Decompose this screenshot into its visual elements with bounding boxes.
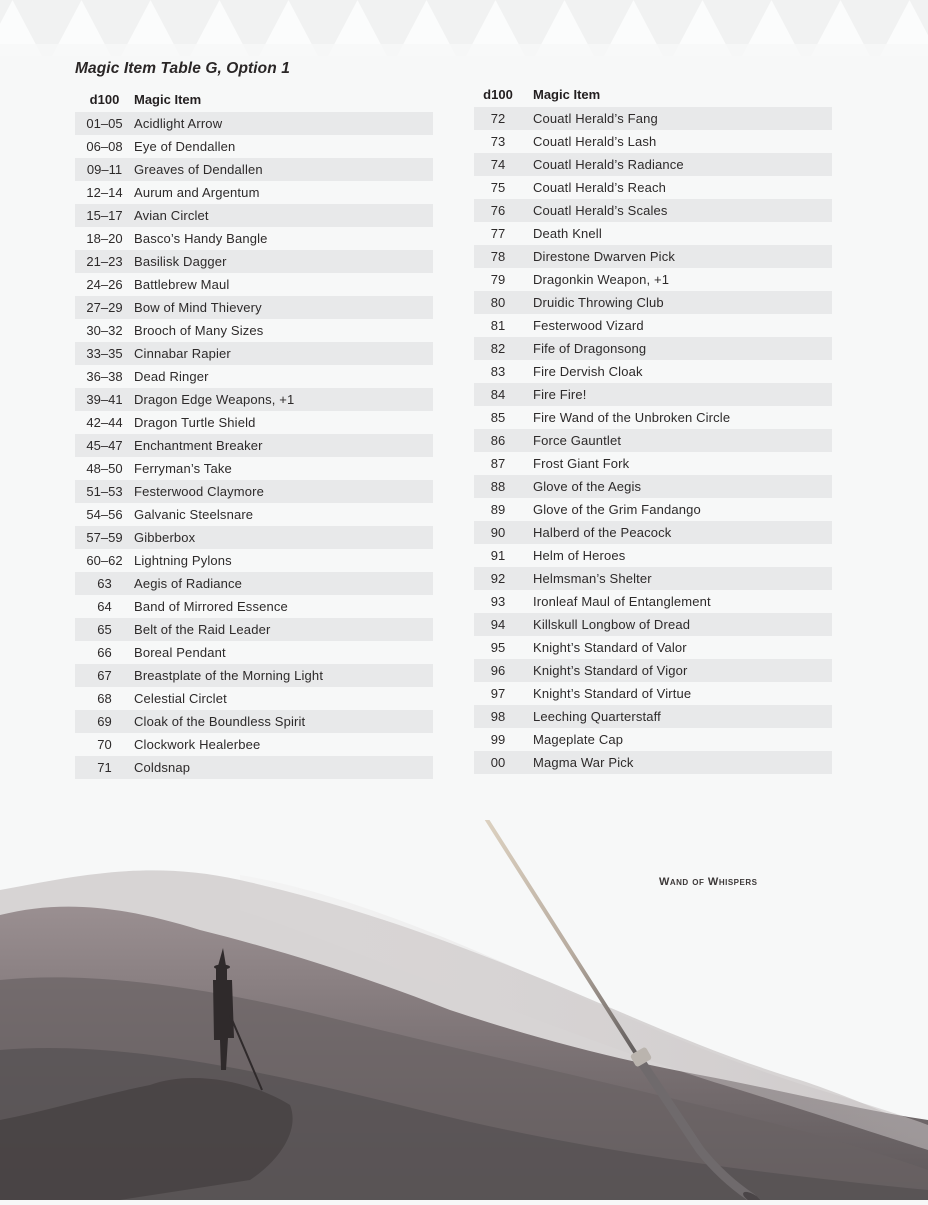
table-row (75, 204, 433, 227)
magic-item-name: Aurum and Argentum (134, 185, 260, 200)
table-row (75, 434, 433, 457)
d100-roll: 78 (490, 249, 506, 264)
magic-item-name: Helmsman’s Shelter (533, 571, 652, 586)
d100-roll: 76 (490, 203, 506, 218)
d100-roll: 87 (490, 456, 506, 471)
table-row (75, 135, 433, 158)
magic-item-name: Druidic Throwing Club (533, 295, 664, 310)
magic-item-name: Basco’s Handy Bangle (134, 231, 268, 246)
table-row (75, 595, 433, 618)
table-row (75, 342, 433, 365)
d100-roll: 91 (490, 548, 506, 563)
table-row (474, 268, 832, 291)
d100-roll: 75 (490, 180, 506, 195)
d100-roll: 27–29 (86, 300, 123, 315)
table-row (75, 480, 433, 503)
table-row (75, 296, 433, 319)
d100-roll: 92 (490, 571, 506, 586)
table-row (75, 365, 433, 388)
table-row (75, 687, 433, 710)
table-row (474, 360, 832, 383)
magic-item-name: Eye of Dendallen (134, 139, 236, 154)
magic-item-name: Dragon Edge Weapons, +1 (134, 392, 295, 407)
magic-item-name: Breastplate of the Morning Light (134, 668, 324, 683)
magic-item-name: Aegis of Radiance (134, 576, 243, 591)
d100-roll: 95 (490, 640, 506, 655)
table-row (75, 733, 433, 756)
illustration-caption: Wand of Whispers (659, 876, 758, 888)
magic-item-name: Dragonkin Weapon, +1 (533, 272, 670, 287)
table-row (474, 728, 832, 751)
table-row (75, 181, 433, 204)
table-row (75, 158, 433, 181)
d100-roll: 82 (490, 341, 506, 356)
table-row (75, 756, 433, 779)
magic-item-name: Death Knell (533, 226, 602, 241)
magic-item-name: Glove of the Aegis (533, 479, 642, 494)
d100-roll: 00 (490, 755, 506, 770)
magic-item-name: Celestial Circlet (134, 691, 227, 706)
d100-roll: 54–56 (86, 507, 123, 522)
d100-roll: 72 (490, 111, 506, 126)
d100-roll: 81 (490, 318, 506, 333)
d100-roll: 98 (490, 709, 506, 724)
table-row (75, 664, 433, 687)
table-row (474, 383, 832, 406)
table-row (474, 291, 832, 314)
d100-roll: 86 (490, 433, 506, 448)
d100-roll: 71 (97, 760, 112, 775)
landscape-illustration (0, 820, 928, 1200)
d100-roll: 84 (490, 387, 506, 402)
d100-roll: 45–47 (86, 438, 123, 453)
magic-item-name: Halberd of the Peacock (533, 525, 672, 540)
d100-roll: 48–50 (86, 461, 123, 476)
table-row (474, 521, 832, 544)
table-row (75, 388, 433, 411)
table-row (474, 153, 832, 176)
d100-roll: 93 (490, 594, 506, 609)
magic-item-name: Dragon Turtle Shield (134, 415, 256, 430)
d100-roll: 30–32 (86, 323, 123, 338)
header-d100: d100 (89, 91, 120, 107)
d100-roll: 42–44 (86, 415, 123, 430)
d100-roll: 83 (490, 364, 506, 379)
table-row (474, 337, 832, 360)
d100-roll: 66 (97, 645, 112, 660)
table-row (75, 319, 433, 342)
d100-roll: 94 (490, 617, 506, 632)
magic-item-name: Gibberbox (134, 530, 196, 545)
table-row (474, 176, 832, 199)
table-row (474, 406, 832, 429)
magic-item-name: Magma War Pick (533, 755, 634, 770)
magic-item-name: Knight’s Standard of Vigor (533, 663, 688, 678)
d100-roll: 36–38 (86, 369, 123, 384)
magic-item-name: Fire Dervish Cloak (533, 364, 643, 379)
table-row (474, 705, 832, 728)
table-row (75, 618, 433, 641)
d100-roll: 97 (490, 686, 506, 701)
magic-item-name: Coldsnap (134, 760, 191, 775)
header-d100: d100 (483, 86, 513, 102)
magic-item-table-right (474, 81, 832, 774)
table-row (474, 544, 832, 567)
d100-roll: 67 (97, 668, 112, 683)
table-row (474, 452, 832, 475)
table-row (75, 457, 433, 480)
d100-roll: 06–08 (86, 139, 123, 154)
table-row (75, 572, 433, 595)
magic-item-name: Killskull Longbow of Dread (533, 617, 691, 632)
magic-item-name: Helm of Heroes (533, 548, 626, 563)
table-title: Magic Item Table G, Option 1 (75, 60, 290, 77)
magic-item-name: Direstone Dwarven Pick (533, 249, 676, 264)
magic-item-name: Knight’s Standard of Valor (533, 640, 687, 655)
d100-roll: 69 (97, 714, 112, 729)
magic-item-name: Leeching Quarterstaff (533, 709, 661, 724)
magic-item-name: Cinnabar Rapier (134, 346, 231, 361)
table-row (474, 429, 832, 452)
magic-item-name: Couatl Herald’s Fang (533, 111, 658, 126)
table-row (474, 314, 832, 337)
magic-item-name: Couatl Herald’s Scales (533, 203, 668, 218)
magic-item-name: Greaves of Dendallen (134, 162, 263, 177)
table-row (75, 503, 433, 526)
table-row (75, 710, 433, 733)
table-row (75, 526, 433, 549)
table-row (474, 245, 832, 268)
table-row (474, 199, 832, 222)
magic-item-name: Force Gauntlet (533, 433, 622, 448)
d100-roll: 24–26 (86, 277, 123, 292)
d100-roll: 15–17 (86, 208, 123, 223)
table-row (474, 636, 832, 659)
magic-item-name: Fife of Dragonsong (533, 341, 647, 356)
table-row (75, 549, 433, 572)
d100-roll: 60–62 (86, 553, 123, 568)
d100-roll: 73 (490, 134, 506, 149)
magic-item-name: Battlebrew Maul (134, 277, 230, 292)
table-row (474, 613, 832, 636)
table-row (474, 222, 832, 245)
magic-item-name: Couatl Herald’s Lash (533, 134, 657, 149)
magic-item-name: Festerwood Vizard (533, 318, 644, 333)
d100-roll: 85 (490, 410, 506, 425)
d100-roll: 09–11 (86, 162, 123, 177)
d100-roll: 70 (97, 737, 112, 752)
table-row (474, 475, 832, 498)
magic-item-name: Festerwood Claymore (134, 484, 265, 499)
d100-roll: 68 (97, 691, 112, 706)
d100-roll: 89 (490, 502, 506, 517)
d100-roll: 99 (490, 732, 506, 747)
d100-roll: 57–59 (86, 530, 123, 545)
magic-item-name: Couatl Herald’s Radiance (533, 157, 684, 172)
d100-roll: 90 (490, 525, 506, 540)
d100-roll: 88 (490, 479, 506, 494)
magic-item-name: Cloak of the Boundless Spirit (134, 714, 306, 729)
magic-item-name: Bow of Mind Thievery (134, 300, 262, 315)
table-row (474, 567, 832, 590)
d100-roll: 65 (97, 622, 112, 637)
table-row (75, 641, 433, 664)
magic-item-name: Fire Fire! (533, 387, 587, 402)
table-row (474, 130, 832, 153)
magic-item-name: Acidlight Arrow (134, 116, 223, 131)
d100-roll: 33–35 (86, 346, 123, 361)
header-magic-item: Magic Item (533, 86, 601, 102)
magic-item-name: Avian Circlet (134, 208, 209, 223)
magic-item-name: Ironleaf Maul of Entanglement (533, 594, 711, 609)
d100-roll: 96 (490, 663, 506, 678)
table-row (474, 682, 832, 705)
magic-item-name: Ferryman’s Take (134, 461, 232, 476)
table-row (75, 112, 433, 135)
d100-roll: 77 (490, 226, 506, 241)
table-header (474, 81, 832, 107)
table-row (474, 590, 832, 613)
magic-item-name: Galvanic Steelsnare (134, 507, 254, 522)
magic-item-name: Dead Ringer (134, 369, 209, 384)
magic-item-name: Band of Mirrored Essence (134, 599, 288, 614)
d100-roll: 39–41 (86, 392, 123, 407)
magic-item-name: Clockwork Healerbee (134, 737, 261, 752)
table-row (75, 411, 433, 434)
table-row (474, 107, 832, 130)
table-row (75, 273, 433, 296)
magic-item-name: Basilisk Dagger (134, 254, 227, 269)
magic-item-name: Glove of the Grim Fandango (533, 502, 701, 517)
d100-roll: 51–53 (86, 484, 123, 499)
magic-item-table-left (75, 86, 433, 779)
magic-item-name: Boreal Pendant (134, 645, 226, 660)
d100-roll: 63 (97, 576, 112, 591)
d100-roll: 79 (490, 272, 506, 287)
table-row (474, 498, 832, 521)
table-header (75, 86, 433, 112)
magic-item-name: Couatl Herald’s Reach (533, 180, 666, 195)
table-row (75, 250, 433, 273)
d100-roll: 01–05 (86, 116, 123, 131)
d100-roll: 74 (490, 157, 506, 172)
magic-item-name: Fire Wand of the Unbroken Circle (533, 410, 731, 425)
header-magic-item: Magic Item (134, 91, 202, 107)
magic-item-name: Brooch of Many Sizes (134, 323, 264, 338)
triangle-pattern-icon (0, 0, 928, 56)
d100-roll: 21–23 (86, 254, 123, 269)
d100-roll: 18–20 (86, 231, 123, 246)
magic-item-name: Frost Giant Fork (533, 456, 630, 471)
decorative-triangle-border (0, 0, 928, 56)
table-row (75, 227, 433, 250)
table-row (474, 659, 832, 682)
d100-roll: 12–14 (86, 185, 123, 200)
magic-item-name: Lightning Pylons (134, 553, 232, 568)
magic-item-name: Belt of the Raid Leader (134, 622, 271, 637)
table-row (474, 751, 832, 774)
magic-item-name: Knight’s Standard of Virtue (533, 686, 692, 701)
d100-roll: 64 (97, 599, 112, 614)
d100-roll: 80 (490, 295, 506, 310)
magic-item-name: Enchantment Breaker (134, 438, 263, 453)
magic-item-name: Mageplate Cap (533, 732, 624, 747)
